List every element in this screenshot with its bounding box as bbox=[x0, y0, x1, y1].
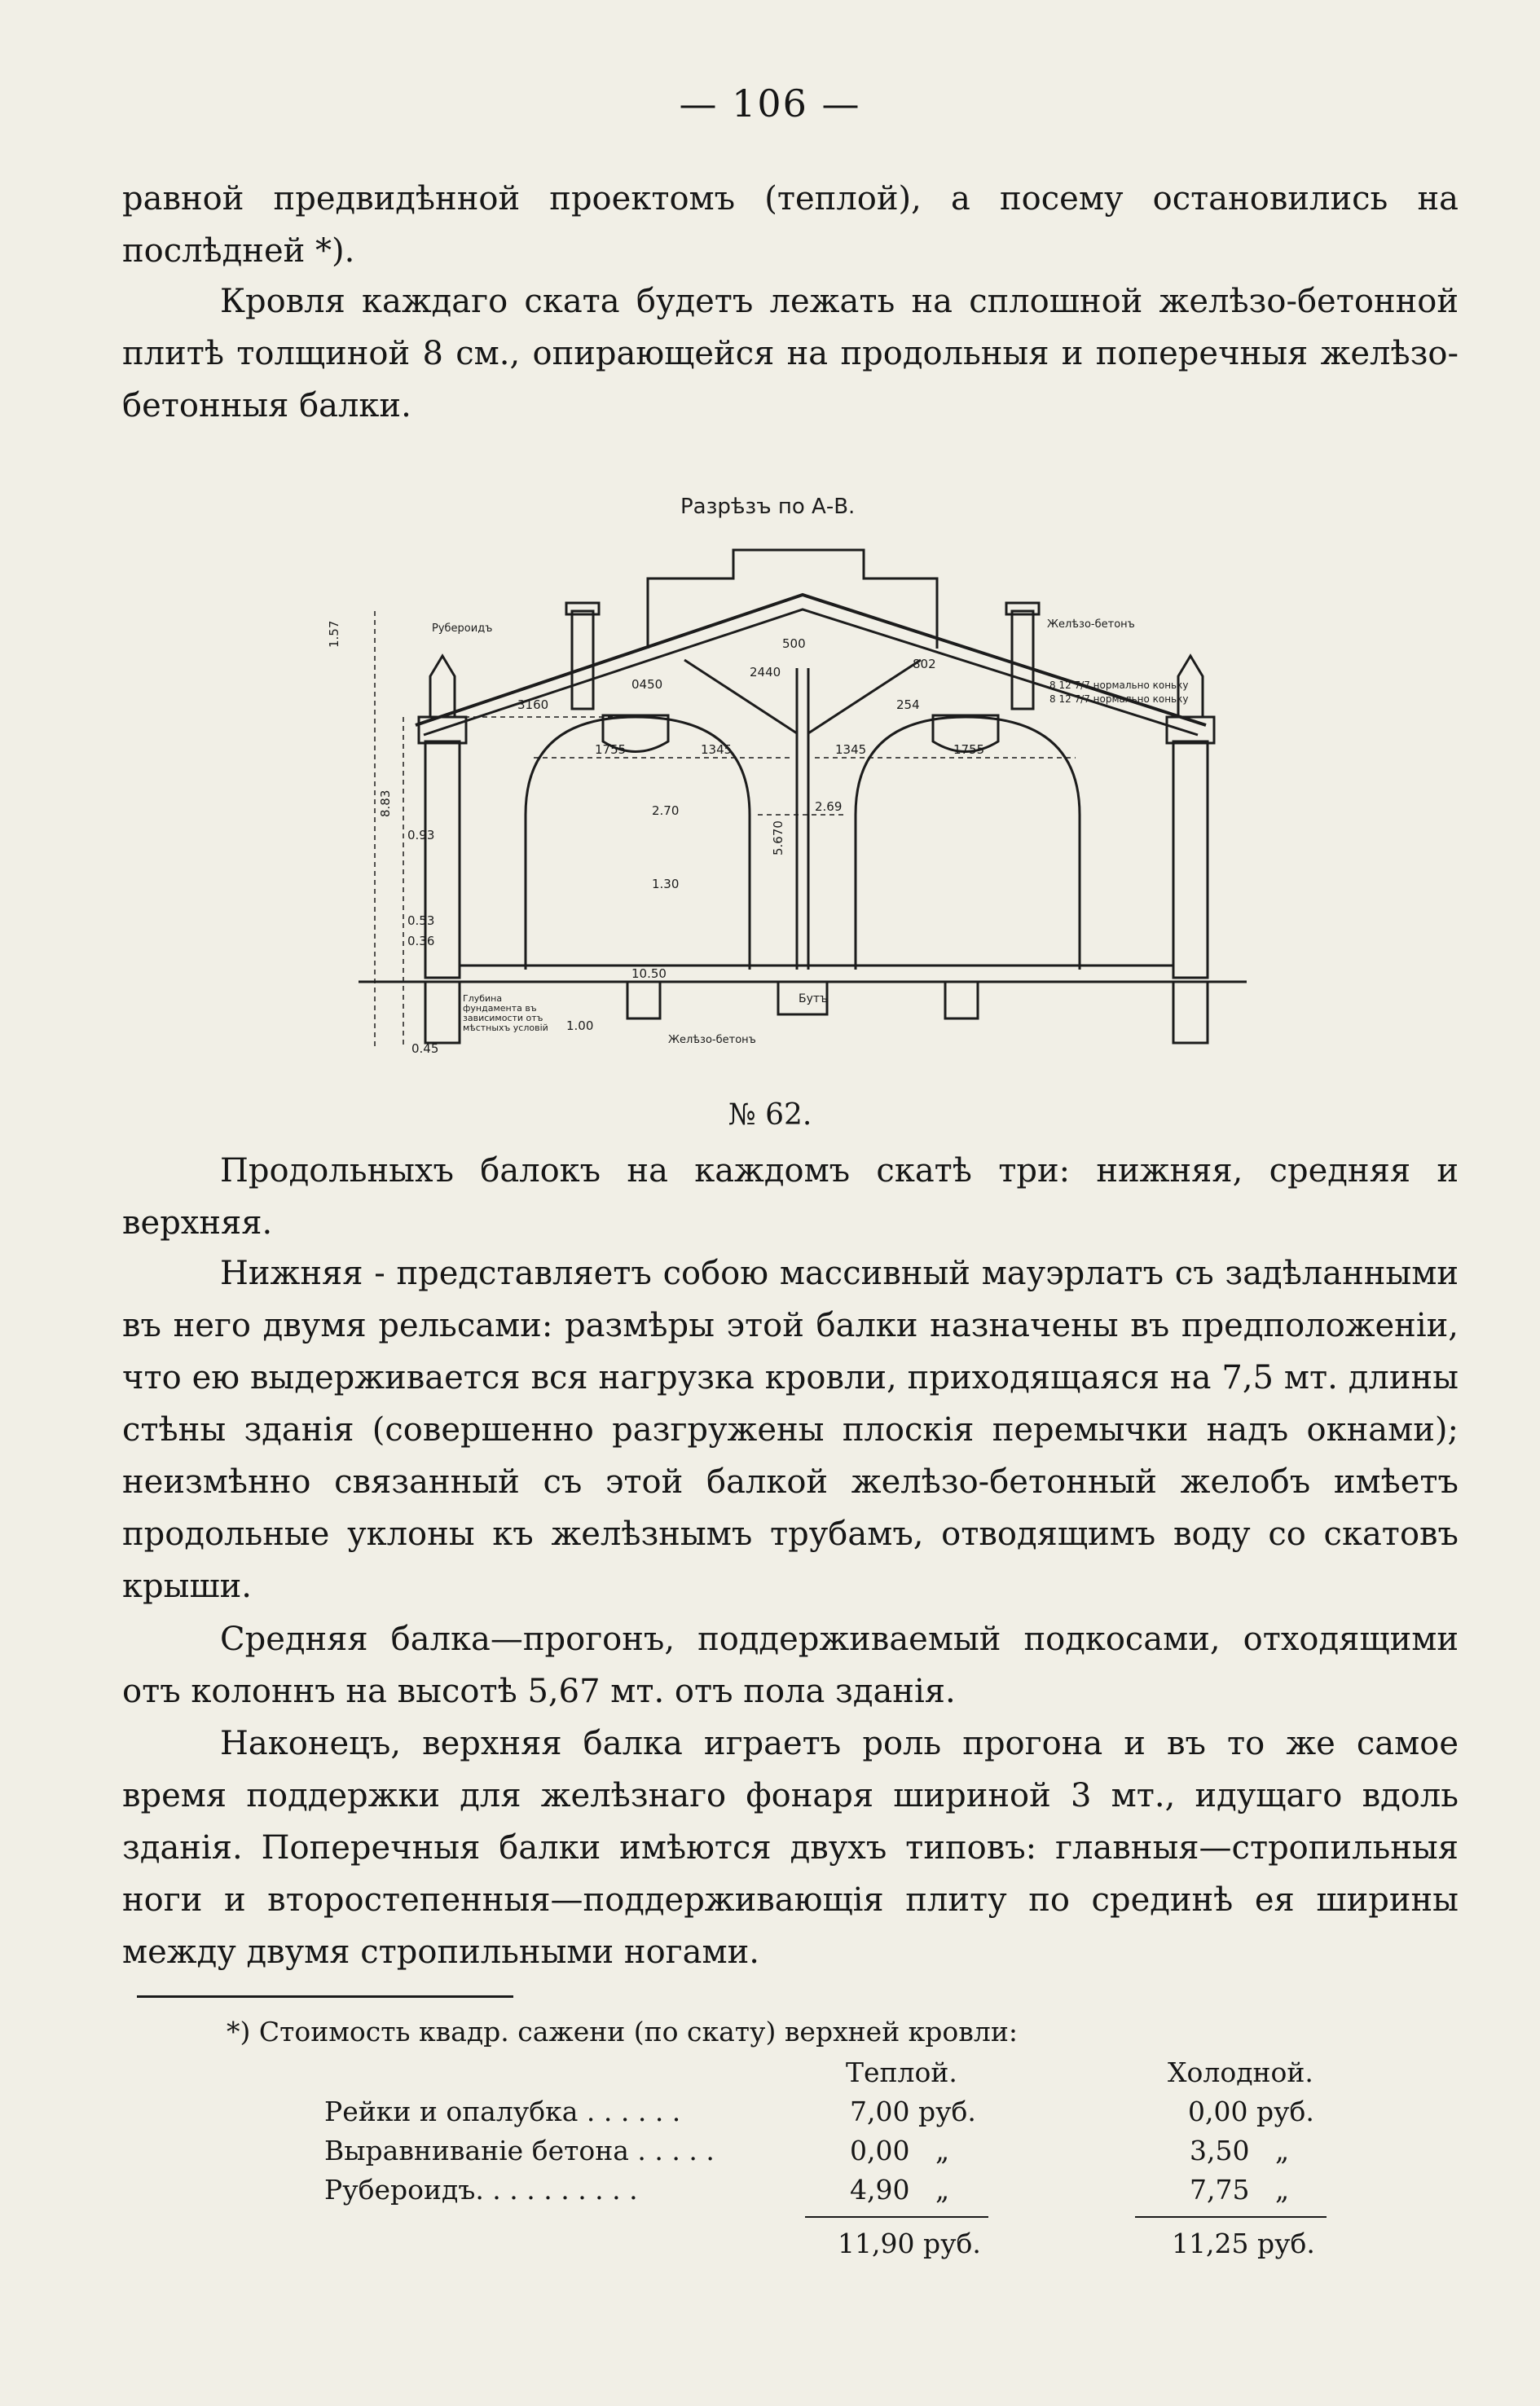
dim-093-label: 0.93 bbox=[407, 828, 435, 842]
paragraph-1: равной предвидѣнной проектомъ (теплой), а посему остановились на послѣдней *). bbox=[122, 180, 1459, 270]
dim-036-label: 0.36 bbox=[407, 934, 435, 948]
dim-3160-label: 3160 bbox=[517, 697, 549, 712]
sum-line-warm bbox=[805, 2216, 988, 2218]
dim-157-label: 1.57 bbox=[327, 620, 341, 648]
table-row bbox=[324, 2174, 1351, 2211]
total-cold: 11,25 руб. bbox=[1172, 2228, 1315, 2259]
dim-1345-left: 1345 bbox=[701, 742, 733, 757]
right-chimney bbox=[1012, 611, 1033, 709]
dim-053-label: 0.53 bbox=[407, 913, 435, 928]
cost-table bbox=[324, 2056, 1351, 2259]
row-label: Выравниваніе бетона . . . . . bbox=[324, 2135, 715, 2166]
row-label: Рубероидъ. . . . . . . . . . bbox=[324, 2174, 638, 2206]
paragraph-3: Продольныхъ балокъ на каждомъ скатѣ три: нижняя, средняя и верхняя. bbox=[122, 1152, 1459, 1242]
label-ruberoid: Рубероидъ bbox=[432, 622, 493, 635]
sum-line-cold bbox=[1135, 2216, 1327, 2218]
column-header-cold: Холодной. bbox=[1168, 2056, 1313, 2088]
left-chimney bbox=[572, 611, 593, 709]
dim-1050-label: 10.50 bbox=[631, 966, 667, 981]
label-glubina: Глубина фундамента въ зависимости отъ мѣстныхъ условій bbox=[463, 993, 548, 1033]
row-label: Рейки и опалубка . . . . . . bbox=[324, 2096, 681, 2127]
label-slope-1: 8 12 7/7 нормально коньку bbox=[1049, 680, 1189, 691]
figure-title: Разрѣзъ по А-В. bbox=[680, 495, 856, 519]
right-pier bbox=[1173, 741, 1208, 978]
paragraph-6: Наконецъ, верхняя балка играетъ роль прогона и въ то же самое время поддержки для желѣзнаго фонаря шириной 3 мт., идущаго вдоль зданія. Поперечныя балки имѣются двухъ типовъ: главныя—стропильныя ноги и второстепенныя—поддерживающія плиту по срединѣ ея ширины между двумя стропильными ногами. bbox=[122, 1725, 1459, 1971]
dim-802-label: 802 bbox=[913, 657, 936, 671]
dim-1755-right: 1755 bbox=[953, 742, 985, 757]
total-warm: 11,90 руб. bbox=[838, 2228, 981, 2259]
left-foundation bbox=[425, 982, 460, 1043]
label-zhelezo-beton-bottom: Желѣзо-бетонъ bbox=[668, 1034, 756, 1046]
dim-270-label: 2.70 bbox=[652, 803, 680, 818]
dim-5670-label: 5.670 bbox=[771, 820, 785, 856]
row-cold: 0,00 руб. bbox=[1188, 2096, 1314, 2127]
dim-883-label: 8.83 bbox=[378, 790, 393, 817]
paragraph-4: Нижняя - представляетъ собою массивный мауэрлатъ съ задѣланными въ него двумя рельсами: размѣры этой балки назначены въ предположенiи, что ею выдерживается вся нагрузка кровли, приходящаяся на 7,5 мт. длины стѣны зданія (совершенно разгружены плоскія перемычки надъ окнами); неизмѣнно связанный съ этой балкой желѣзо-бетонный желобъ имѣетъ продольные уклоны къ желѣзнымъ трубамъ, отводящимъ воду со скатовъ крыши. bbox=[122, 1255, 1459, 1605]
dim-269-label: 2.69 bbox=[815, 799, 843, 814]
row-cold: 3,50 „ bbox=[1190, 2135, 1290, 2166]
dim-500-label: 500 bbox=[782, 636, 806, 651]
right-foundation bbox=[1173, 982, 1208, 1043]
label-but: Бутъ bbox=[799, 992, 828, 1005]
dim-1755-left: 1755 bbox=[595, 742, 627, 757]
building-section-svg bbox=[327, 473, 1247, 1067]
column-header-warm: Теплой. bbox=[846, 2056, 957, 2088]
label-zhelezo-beton-top: Желѣзо-бетонъ bbox=[1047, 618, 1135, 631]
dim-1345-right: 1345 bbox=[835, 742, 867, 757]
dim-045-label: 0.45 bbox=[411, 1041, 439, 1056]
footnote-intro: *) Стоимость квадр. сажени (по скату) верхней кровли: bbox=[227, 2016, 1018, 2048]
dim-254-label: 254 bbox=[896, 697, 920, 712]
figure-caption: № 62. bbox=[728, 1098, 812, 1132]
dim-2440-label: 2440 bbox=[750, 665, 781, 680]
dim-0450-label: 0450 bbox=[631, 677, 663, 692]
row-warm: 0,00 „ bbox=[850, 2135, 950, 2166]
paragraph-5: Средняя балка—прогонъ, поддерживаемый подкосами, отходящими отъ колоннъ на высотѣ 5,67 мт. отъ пола зданія. bbox=[122, 1621, 1459, 1710]
pit-right bbox=[945, 982, 978, 1018]
table-row bbox=[324, 2135, 1351, 2172]
row-cold: 7,75 „ bbox=[1190, 2174, 1290, 2206]
dim-100-label: 1.00 bbox=[566, 1018, 594, 1033]
right-strut bbox=[808, 660, 921, 733]
label-slope-2: 8 12 7/7 нормально коньку bbox=[1049, 693, 1189, 705]
left-finial bbox=[430, 656, 455, 717]
table-row bbox=[324, 2096, 1351, 2133]
row-warm: 4,90 „ bbox=[850, 2174, 950, 2206]
footnote-rule bbox=[137, 1995, 513, 1998]
page-number: — 106 — bbox=[679, 81, 861, 125]
pit-left bbox=[627, 982, 660, 1018]
row-warm: 7,00 руб. bbox=[850, 2096, 976, 2127]
paragraph-2: Кровля каждаго ската будетъ лежать на сплошной желѣзо-бетонной плитѣ толщиной 8 см., опирающейся на продольныя и поперечныя желѣзо-бетонныя балки. bbox=[122, 283, 1459, 424]
section-drawing bbox=[327, 473, 1247, 1067]
dim-130-label: 1.30 bbox=[652, 877, 680, 891]
